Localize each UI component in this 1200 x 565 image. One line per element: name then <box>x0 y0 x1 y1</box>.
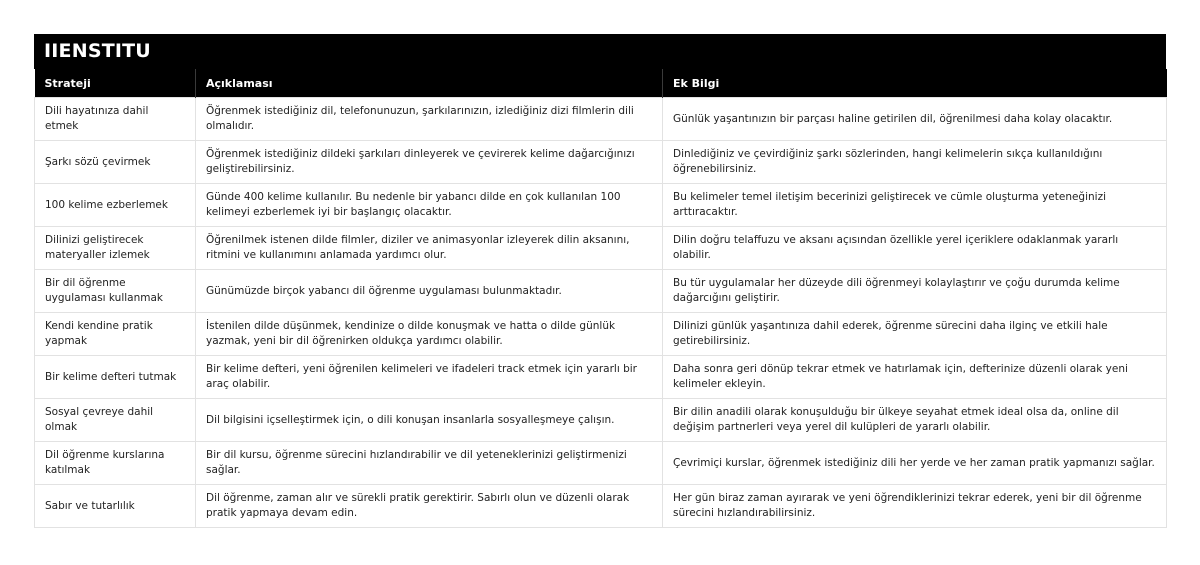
table-row <box>35 313 1167 356</box>
table-row <box>35 141 1167 184</box>
cell-strategy: Sabır ve tutarlılık <box>35 485 196 528</box>
cell-extra-info: Bir dilin anadili olarak konuşulduğu bir ülkeye seyahat etmek ideal olsa da, online dil değişim partnerleri veya yerel dil kulüpleri de yararlı olabilir. <box>663 399 1167 442</box>
table-row <box>35 485 1167 528</box>
table-row <box>35 270 1167 313</box>
cell-extra-info: Dilinizi günlük yaşantınıza dahil ederek, öğrenme sürecini daha ilginç ve etkili hale getirebilirsiniz. <box>663 313 1167 356</box>
cell-extra-info: Günlük yaşantınızın bir parçası haline getirilen dil, öğrenilmesi daha kolay olacaktır. <box>663 98 1167 141</box>
table-row <box>35 98 1167 141</box>
cell-extra-info: Çevrimiçi kurslar, öğrenmek istediğiniz dili her yerde ve her zaman pratik yapmanızı sağlar. <box>663 442 1167 485</box>
cell-extra-info: Bu tür uygulamalar her düzeyde dili öğrenmeyi kolaylaştırır ve çoğu durumda kelime dağarcığını geliştirir. <box>663 270 1167 313</box>
cell-description: Bir dil kursu, öğrenme sürecini hızlandırabilir ve dil yeteneklerinizi geliştirmenizi sağlar. <box>196 442 663 485</box>
cell-extra-info: Bu kelimeler temel iletişim becerinizi geliştirecek ve cümle oluşturma yeteneğinizi arttıracaktır. <box>663 184 1167 227</box>
strategy-table-container <box>34 34 1166 528</box>
table-row <box>35 399 1167 442</box>
cell-strategy: Dil öğrenme kurslarına katılmak <box>35 442 196 485</box>
cell-description: İstenilen dilde düşünmek, kendinize o dilde konuşmak ve hatta o dilde günlük yazmak, yeni bir dil öğrenirken oldukça yardımcı olabilir. <box>196 313 663 356</box>
header-description: Açıklaması <box>196 69 663 98</box>
table-row <box>35 356 1167 399</box>
cell-extra-info: Daha sonra geri dönüp tekrar etmek ve hatırlamak için, defterinize düzenli olarak yeni kelimeler ekleyin. <box>663 356 1167 399</box>
cell-description: Öğrenmek istediğiniz dil, telefonunuzun, şarkılarınızın, izlediğiniz dizi filmlerin dili olmalıdır. <box>196 98 663 141</box>
header-strategy: Strateji <box>35 69 196 98</box>
table-row <box>35 442 1167 485</box>
cell-description: Dil öğrenme, zaman alır ve sürekli pratik gerektirir. Sabırlı olun ve düzenli olarak pratik yapmaya devam edin. <box>196 485 663 528</box>
cell-strategy: 100 kelime ezberlemek <box>35 184 196 227</box>
cell-strategy: Dili hayatınıza dahil etmek <box>35 98 196 141</box>
cell-description: Bir kelime defteri, yeni öğrenilen kelimeleri ve ifadeleri track etmek için yararlı bir araç olabilir. <box>196 356 663 399</box>
cell-description: Günümüzde birçok yabancı dil öğrenme uygulaması bulunmaktadır. <box>196 270 663 313</box>
strategy-table <box>34 69 1167 528</box>
table-header-row <box>35 69 1167 98</box>
cell-extra-info: Dinlediğiniz ve çevirdiğiniz şarkı sözlerinden, hangi kelimelerin sıkça kullanıldığını öğrenebilirsiniz. <box>663 141 1167 184</box>
cell-description: Öğrenmek istediğiniz dildeki şarkıları dinleyerek ve çevirerek kelime dağarcığınızı geliştirebilirsiniz. <box>196 141 663 184</box>
cell-strategy: Şarkı sözü çevirmek <box>35 141 196 184</box>
table-row <box>35 227 1167 270</box>
table-row <box>35 184 1167 227</box>
cell-extra-info: Dilin doğru telaffuzu ve aksanı açısından özellikle yerel içeriklere odaklanmak yararlı olabilir. <box>663 227 1167 270</box>
brand-title: IIENSTITU <box>34 34 1166 69</box>
cell-description: Günde 400 kelime kullanılır. Bu nedenle bir yabancı dilde en çok kullanılan 100 kelimeyi ezberlemek iyi bir başlangıç olacaktır. <box>196 184 663 227</box>
cell-extra-info: Her gün biraz zaman ayırarak ve yeni öğrendiklerinizi tekrar ederek, yeni bir dil öğrenme sürecini hızlandırabilirsiniz. <box>663 485 1167 528</box>
cell-strategy: Bir dil öğrenme uygulaması kullanmak <box>35 270 196 313</box>
cell-description: Öğrenilmek istenen dilde filmler, diziler ve animasyonlar izleyerek dilin aksanını, ritmini ve kullanımını anlamada yardımcı olur. <box>196 227 663 270</box>
header-extra-info: Ek Bilgi <box>663 69 1167 98</box>
cell-strategy: Bir kelime defteri tutmak <box>35 356 196 399</box>
cell-strategy: Kendi kendine pratik yapmak <box>35 313 196 356</box>
cell-strategy: Sosyal çevreye dahil olmak <box>35 399 196 442</box>
cell-description: Dil bilgisini içselleştirmek için, o dili konuşan insanlarla sosyalleşmeye çalışın. <box>196 399 663 442</box>
cell-strategy: Dilinizi geliştirecek materyaller izlemek <box>35 227 196 270</box>
